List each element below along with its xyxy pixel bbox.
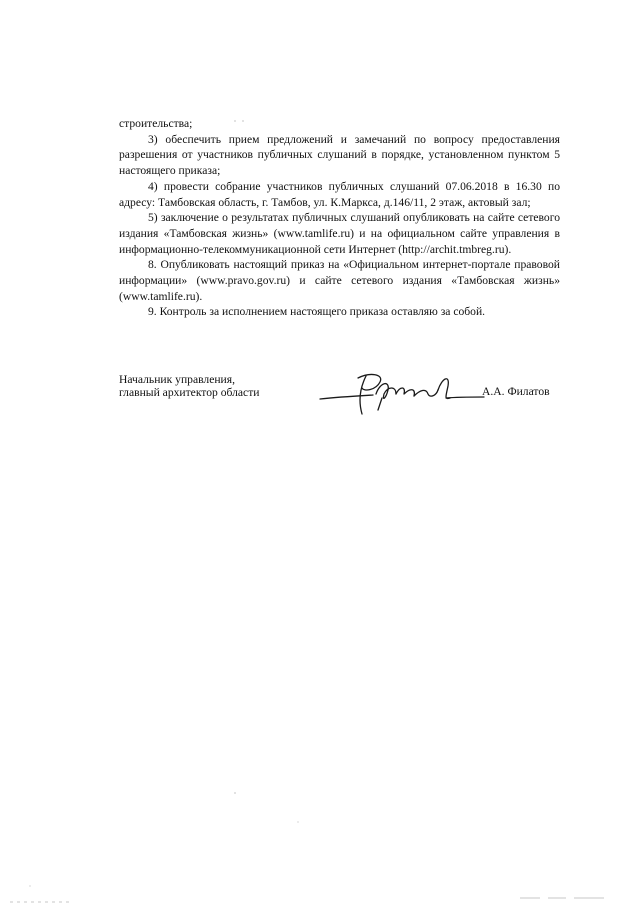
paragraph-item-3: 3) обеспечить прием предложений и замечаний по вопросу предоставления разрешения от участников публичных слушаний в порядке, установленном пунктом 5 настоящего приказа; xyxy=(119,132,560,178)
document-body xyxy=(119,116,560,320)
paragraph-continuation: строительства; xyxy=(119,117,193,130)
handwritten-signature xyxy=(318,368,488,418)
paragraph-item-4: 4) провести собрание участников публичных слушаний 07.06.2018 в 16.30 по адресу: Тамбовская область, г. Тамбов, ул. К.Маркса, д.146/11, 2 этаж, актовый зал; xyxy=(119,179,560,209)
signatory-position xyxy=(119,373,259,399)
signatory-position-line-1: Начальник управления, xyxy=(119,373,235,386)
signatory-name: А.А. Филатов xyxy=(482,385,550,398)
paragraph-item-5: 5) заключение о результатах публичных слушаний опубликовать на сайте сетевого издания «Тамбовская жизнь» (www.tamlife.ru) и на официальном сайте управления в информационно-телекоммуникационной сети Интернет (http://archit.tmbreg.ru). xyxy=(119,211,560,256)
paragraph-item-9: 9. Контроль за исполнением настоящего приказа оставляю за собой. xyxy=(148,305,486,319)
signatory-position-line-2: главный архитектор области xyxy=(119,386,260,399)
paragraph-item-8: 8. Опубликовать настоящий приказ на «Официальном интернет-портале правовой информации» (www.pravo.gov.ru) и сайте сетевого издания «Тамбовская жизнь» (www.tamlife.ru). xyxy=(119,258,560,303)
